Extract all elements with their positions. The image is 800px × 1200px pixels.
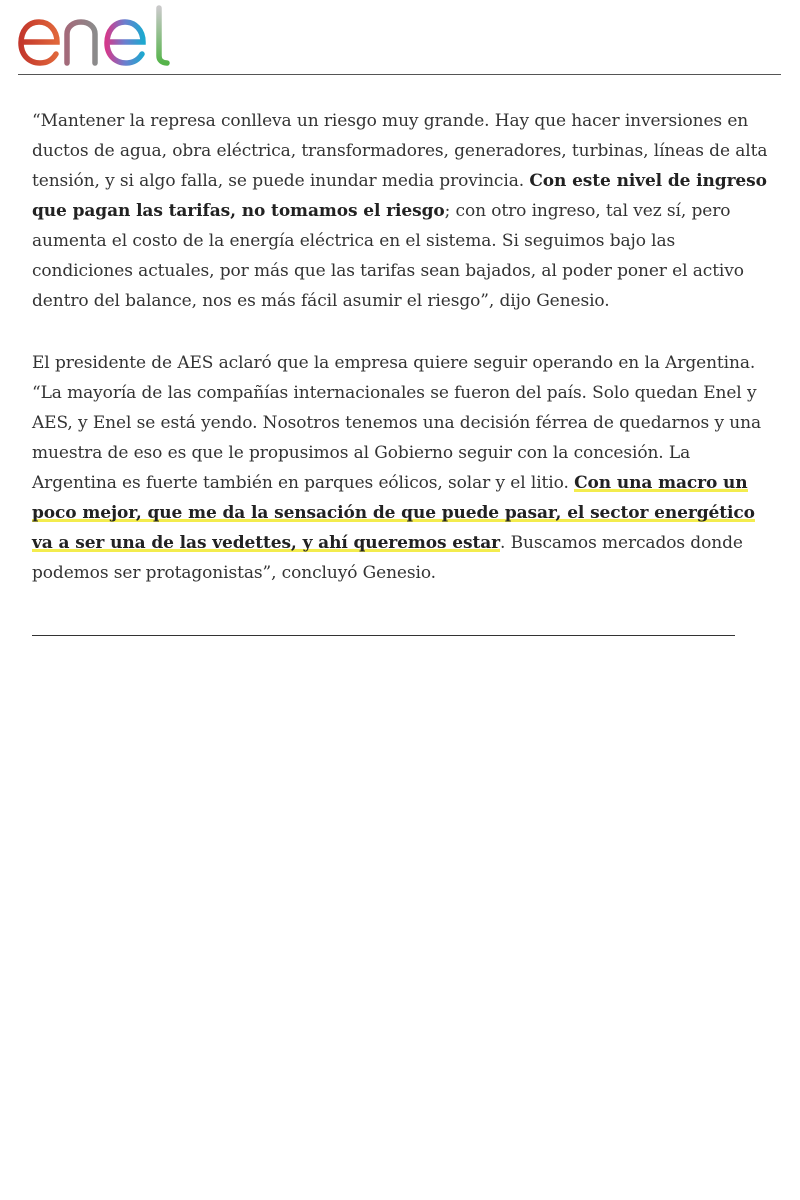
paragraph-text: El presidente de AES aclaró que la empresa quiere seguir operando en la Argentina. “La mayoría de las compañías internacionales se fueron del país. Solo quedan Enel y AES, y Enel se está yendo. Nosotros tenemos una decisión férrea de quedarnos y una muestra de eso es que le propusimos al Gobierno seguir con la concesión. La Argentina es fuerte también en parques eólicos, solar y el litio. xyxy=(32,353,761,493)
paragraph-text: “Mantener la represa conlleva un riesgo muy grande. Hay que hacer inversiones en ductos de agua, obra eléctrica, transformadores, generadores, turbinas, líneas de alta tensión, y si algo falla, se puede inundar media provincia. xyxy=(32,111,768,191)
header-divider xyxy=(18,74,781,75)
highlighted-statement-energy-sector: Con una macro un poco mejor, que me da la sensación de que puede pasar, el sector energético va a ser una de las vedettes, y ahí queremos estar xyxy=(32,473,755,553)
paragraph-aes-president xyxy=(32,348,768,588)
site-header xyxy=(0,0,800,76)
paragraph-text: ; con otro ingreso, tal vez sí, pero aumenta el costo de la energía eléctrica en el sistema. Si seguimos bajo las condiciones actuales, por más que las tarifas sean bajados, al poder poner el activo dentro del balance, nos es más fácil asumir el riesgo”, dijo Genesio. xyxy=(32,201,744,311)
paragraph-text: . Buscamos mercados donde podemos ser protagonistas”, concluyó Genesio. xyxy=(32,533,743,583)
enel-logo[interactable] xyxy=(17,4,182,68)
article-end-divider xyxy=(32,635,735,636)
bold-statement-risk: Con este nivel de ingreso que pagan las tarifas, no tomamos el riesgo xyxy=(32,171,767,221)
paragraph-quote-risk xyxy=(32,106,768,316)
article-body xyxy=(32,106,768,620)
